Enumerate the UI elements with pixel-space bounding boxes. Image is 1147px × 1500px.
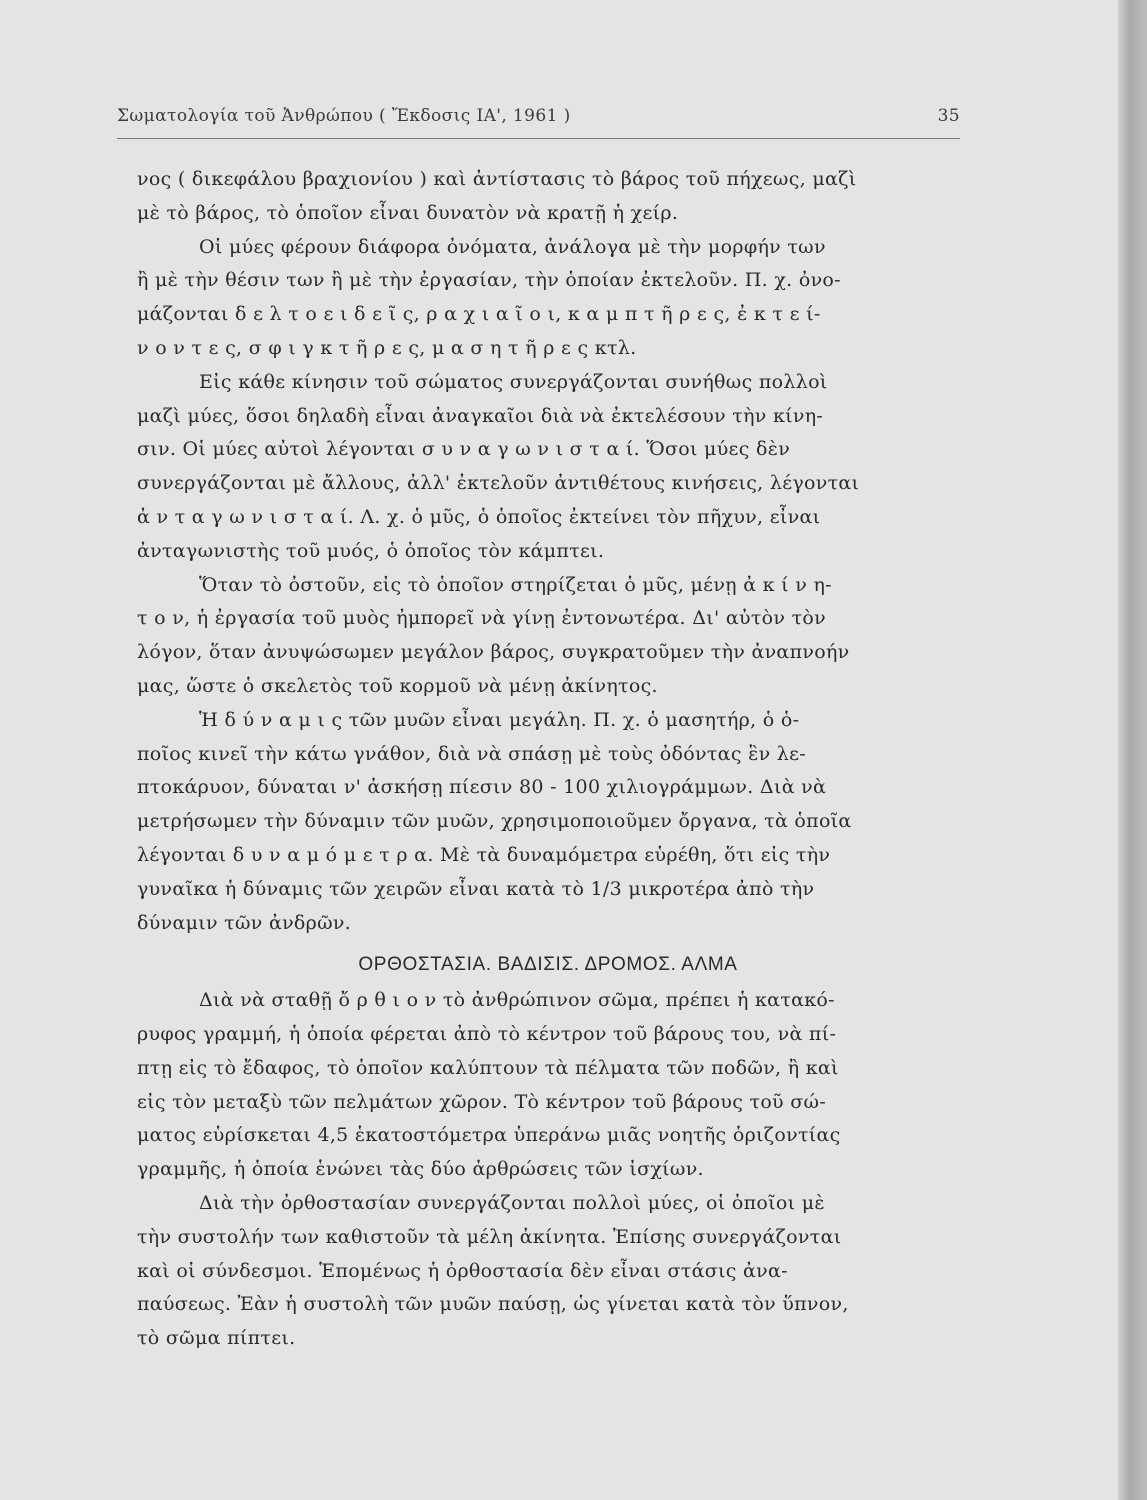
- page-number: 35: [937, 106, 960, 126]
- text-line: μὲ τὸ βάρος, τὸ ὁποῖον εἶναι δυνατὸν νὰ κρατῇ ἡ χείρ.: [137, 201, 679, 224]
- text-line: νος ( δικεφάλου βραχιονίου ) καὶ ἀντίστασις τὸ βάρος τοῦ πήχεως, μαζὶ: [137, 168, 857, 190]
- text-line: ἀ ν τ α γ ω ν ι σ τ α ί. Λ. χ. ὁ μῦς, ὁ ὁποῖος ἐκτείνει τὸν πῆχυν, εἶναι: [137, 505, 821, 528]
- text-line: Ἡ δ ύ ν α μ ι ς τῶν μυῶν εἶναι μεγάλη. Π. χ. ὁ μασητήρ, ὁ ὁ-: [199, 708, 800, 731]
- text-line: Διὰ τὴν ὀρθοστασίαν συνεργάζονται πολλοὶ μύες, οἱ ὁποῖοι μὲ: [199, 1191, 825, 1214]
- paragraph: [137, 984, 959, 1187]
- text-line: μάζονται δ ε λ τ ο ε ι δ ε ῖ ς, ρ α χ ι α ῖ ο ι, κ α μ π τ ῆ ρ ε ς, ἐ κ τ ε ί-: [137, 303, 821, 326]
- text-line: λέγονται δ υ ν α μ ό μ ε τ ρ α. Μὲ τὰ δυναμόμετρα εὑρέθη, ὅτι εἰς τὴν: [137, 843, 831, 866]
- paragraph: [137, 704, 959, 941]
- running-title: Σωματολογία τοῦ Ἀνθρώπου ( Ἔκδοσις ΙΑ', 1961 ): [117, 106, 571, 126]
- header-rule: [117, 138, 960, 139]
- text-line: παύσεως. Ἐὰν ἡ συστολὴ τῶν μυῶν παύσῃ, ὡς γίνεται κατὰ τὸν ὕπνον,: [137, 1293, 849, 1316]
- text-line: ἀνταγωνιστὴς τοῦ μυός, ὁ ὁποῖος τὸν κάμπτει.: [137, 539, 605, 562]
- text-line: ἢ μὲ τὴν θέσιν των ἢ μὲ τὴν ἐργασίαν, τὴν ὁποίαν ἐκτελοῦν. Π. χ. ὀνο-: [137, 269, 841, 292]
- text-line: εἰς τὸν μεταξὺ τῶν πελμάτων χῶρον. Τὸ κέντρον τοῦ βάρους τοῦ σώ-: [137, 1090, 827, 1113]
- text-line: μετρήσωμεν τὴν δύναμιν τῶν μυῶν, χρησιμοποιοῦμεν ὄργανα, τὰ ὁποῖα: [137, 810, 852, 833]
- text-line: πτῃ εἰς τὸ ἔδαφος, τὸ ὁποῖον καλύπτουν τὰ πέλματα τῶν ποδῶν, ἢ καὶ: [137, 1056, 839, 1079]
- text-line: Διὰ νὰ σταθῇ ὄ ρ θ ι ο ν τὸ ἀνθρώπινον σῶμα, πρέπει ἡ κατακό-: [199, 989, 835, 1012]
- text-line: ρυφος γραμμή, ἡ ὁποία φέρεται ἀπὸ τὸ κέντρον τοῦ βάρους του, νὰ πί-: [137, 1022, 837, 1045]
- text-line: τὴν συστολήν των καθιστοῦν τὰ μέλη ἀκίνητα. Ἐπίσης συνεργάζονται: [137, 1225, 842, 1248]
- text-line: μαζὶ μύες, ὅσοι δηλαδὴ εἶναι ἀναγκαῖοι διὰ νὰ ἐκτελέσουν τὴν κίνη-: [137, 404, 824, 427]
- paragraph: [137, 569, 959, 704]
- text-line: γυναῖκα ἡ δύναμις τῶν χειρῶν εἶναι κατὰ τὸ 1/3 μικροτέρα ἀπὸ τὴν: [137, 877, 815, 900]
- text-line: Εἰς κάθε κίνησιν τοῦ σώματος συνεργάζονται συνήθως πολλοὶ: [199, 370, 828, 393]
- paragraph: [137, 163, 959, 231]
- text-line: ματος εὑρίσκεται 4,5 ἑκατοστόμετρα ὑπεράνω μιᾶς νοητῆς ὁριζοντίας: [137, 1124, 841, 1147]
- paragraph: [137, 231, 959, 366]
- text-line: ν ο ν τ ε ς, σ φ ι γ κ τ ῆ ρ ε ς, μ α σ η τ ῆ ρ ε ς κτλ.: [137, 336, 637, 359]
- text-line: πτοκάρυον, δύναται ν' ἀσκήσῃ πίεσιν 80 - 100 χιλιογράμμων. Διὰ νὰ: [137, 776, 827, 799]
- body-text: [137, 163, 959, 1356]
- text-line: γραμμῆς, ἡ ὁποία ἑνώνει τὰς δύο ἀρθρώσεις τῶν ἰσχίων.: [137, 1158, 704, 1181]
- text-line: Ὅταν τὸ ὀστοῦν, εἰς τὸ ὁποῖον στηρίζεται ὁ μῦς, μένῃ ἀ κ ί ν η-: [199, 573, 832, 596]
- page-edge-shadow: [1118, 0, 1147, 1500]
- section-heading: ΟΡΘΟΣΤΑΣΙΑ. ΒΑΔΙΣΙΣ. ΔΡΟΜΟΣ. ΑΛΜΑ: [358, 954, 738, 976]
- text-line: ποῖος κινεῖ τὴν κάτω γνάθον, διὰ νὰ σπάσῃ μὲ τοὺς ὀδόντας ἓν λε-: [137, 742, 806, 765]
- paragraph: [137, 366, 959, 569]
- text-line: δύναμιν τῶν ἀνδρῶν.: [137, 911, 352, 934]
- text-line: τ ο ν, ἡ ἐργασία τοῦ μυὸς ἠμπορεῖ νὰ γίνῃ ἐντονωτέρα. Δι' αὐτὸν τὸν: [137, 607, 826, 630]
- text-line: λόγον, ὅταν ἀνυψώσωμεν μεγάλον βάρος, συγκρατοῦμεν τὴν ἀναπνοήν: [137, 641, 850, 664]
- paragraph: [137, 1187, 959, 1356]
- text-line: σιν. Οἱ μύες αὐτοὶ λέγονται σ υ ν α γ ω ν ι σ τ α ί. Ὅσοι μύες δὲν: [137, 438, 791, 461]
- text-line: μας, ὥστε ὁ σκελετὸς τοῦ κορμοῦ νὰ μένῃ ἀκίνητος.: [137, 674, 658, 697]
- running-header: [117, 100, 960, 140]
- text-line: συνεργάζονται μὲ ἄλλους, ἀλλ' ἐκτελοῦν ἀντιθέτους κινήσεις, λέγονται: [137, 472, 860, 495]
- text-line: Οἱ μύες φέρουν διάφορα ὀνόματα, ἀνάλογα μὲ τὴν μορφήν των: [199, 235, 826, 258]
- text-line: τὸ σῶμα πίπτει.: [137, 1327, 296, 1350]
- text-line: καὶ οἱ σύνδεσμοι. Ἑπομένως ἡ ὀρθοστασία δὲν εἶναι στάσις ἀνα-: [137, 1259, 788, 1282]
